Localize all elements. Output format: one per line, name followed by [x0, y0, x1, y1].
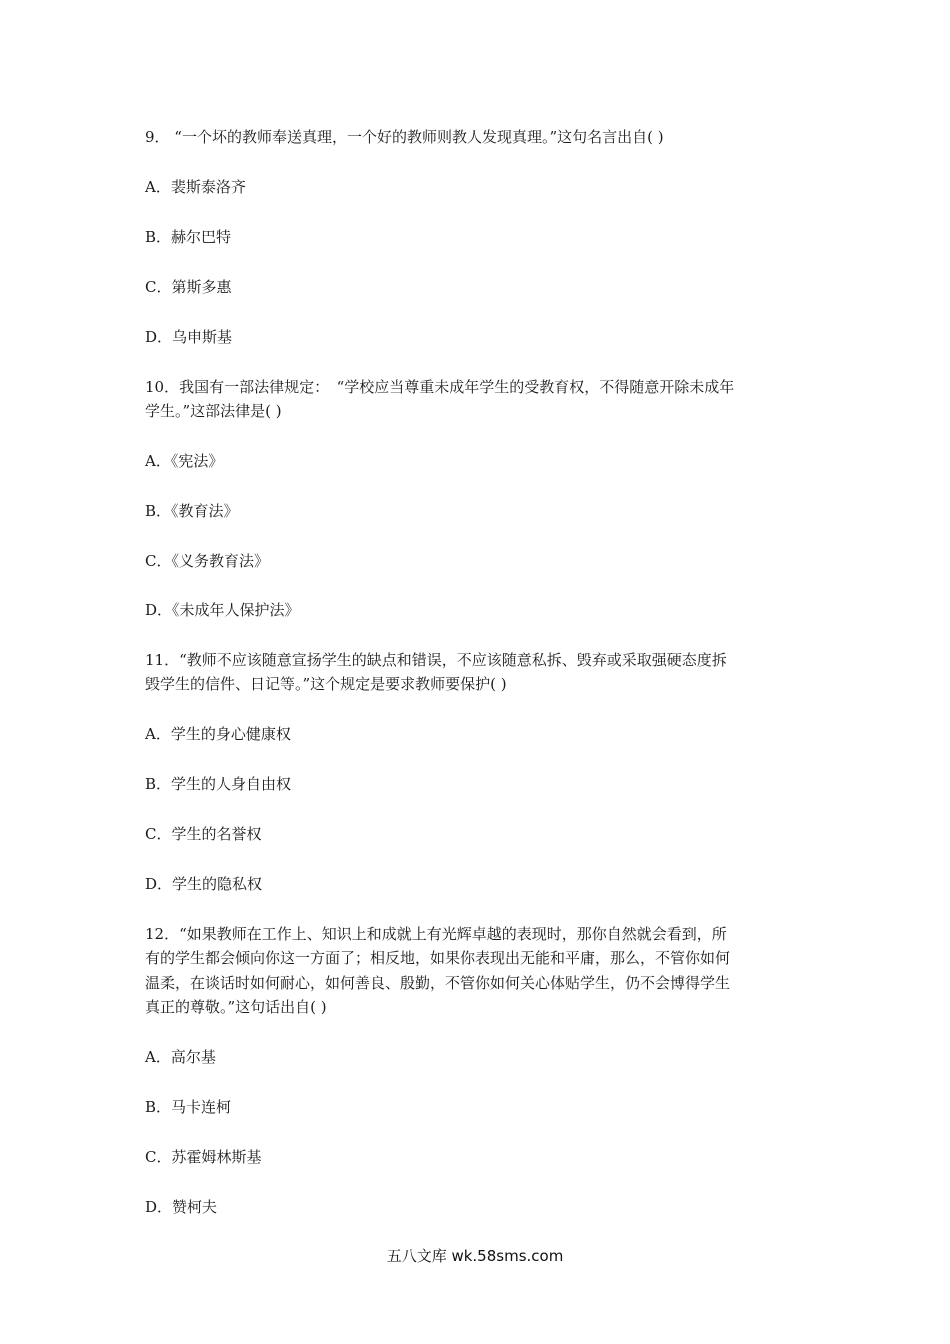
- question-12-stem-line-1: 12．“如果教师在工作上、知识上和成就上有光辉卓越的表现时，那你自然就会看到，所: [145, 925, 727, 943]
- question-10-option-b: B．《教育法》: [145, 502, 239, 520]
- question-11-option-a: A．学生的身心健康权: [145, 725, 291, 743]
- question-12-stem-line-4: 真正的尊敬。”这句话出自( ): [145, 998, 327, 1016]
- question-11-stem-line-1: 11．“教师不应该随意宣扬学生的缺点和错误，不应该随意私拆、毁弃或采取强硬态度拆: [145, 651, 727, 669]
- question-10-option-a: A．《宪法》: [145, 452, 224, 470]
- question-9-option-a: A．裴斯泰洛齐: [145, 178, 246, 196]
- question-10-option-c: C．《义务教育法》: [145, 552, 269, 570]
- question-11-option-b: B．学生的人身自由权: [145, 775, 292, 793]
- question-10-option-d: D．《未成年人保护法》: [145, 601, 300, 619]
- question-12-option-d: D．赞柯夫: [145, 1198, 218, 1216]
- question-10-stem-line-1: 10．我国有一部法律规定： “学校应当尊重未成年学生的受教育权，不得随意开除未成年: [145, 378, 735, 396]
- question-11-option-c: C．学生的名誉权: [145, 825, 262, 843]
- question-12-stem-line-2: 有的学生都会倾向你这一方面了；相反地，如果你表现出无能和平庸，那么，不管你如何: [145, 949, 731, 967]
- question-10-stem-line-2: 学生。”这部法律是( ): [145, 402, 282, 420]
- question-11-option-d: D．学生的隐私权: [145, 875, 263, 893]
- question-12-option-c: C．苏霍姆林斯基: [145, 1148, 262, 1166]
- question-12-option-b: B．马卡连柯: [145, 1098, 232, 1116]
- question-9-option-b: B．赫尔巴特: [145, 228, 232, 246]
- question-12-stem-line-3: 温柔，在谈话时如何耐心，如何善良、殷勤，不管你如何关心体贴学生，仍不会博得学生: [145, 974, 731, 992]
- question-9-stem: 9． “一个坏的教师奉送真理，一个好的教师则教人发现真理。”这句名言出自( ): [145, 128, 664, 146]
- footer-watermark: 五八文库 wk.58sms.com: [386, 1247, 564, 1265]
- question-12-option-a: A．高尔基: [145, 1048, 216, 1066]
- question-9-option-c: C．第斯多惠: [145, 278, 232, 296]
- question-9-option-d: D．乌申斯基: [145, 328, 233, 346]
- question-11-stem-line-2: 毁学生的信件、日记等。”这个规定是要求教师要保护( ): [145, 675, 507, 693]
